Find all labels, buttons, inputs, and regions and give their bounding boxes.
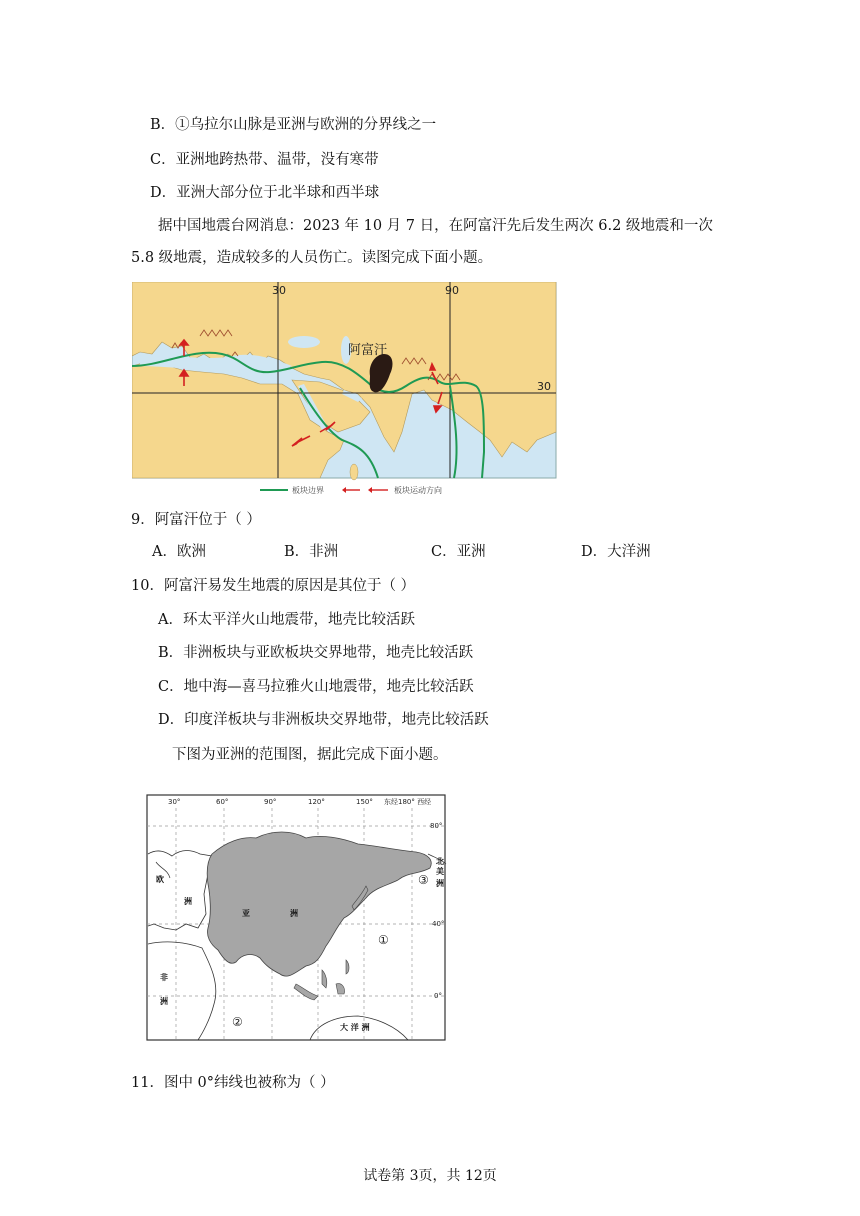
- lon-label-90: 90°: [264, 798, 277, 806]
- q9-option-d: D．大洋洲: [581, 544, 651, 560]
- asia-map: [146, 794, 448, 1048]
- mark-3: ③: [418, 873, 429, 887]
- na-label-2: 美: [436, 867, 444, 876]
- lat-label-0: 0°: [434, 992, 442, 1000]
- page-footer: 试卷第 3页，共 12页: [363, 1168, 497, 1184]
- q9-option-b: B．非洲: [284, 544, 339, 560]
- plate-map: [132, 282, 558, 502]
- q10-option-b: B．非洲板块与亚欧板块交界地带，地壳比较活跃: [158, 645, 474, 661]
- passage-1-line-2: 5.8 级地震，造成较多的人员伤亡。读图完成下面小题。: [131, 250, 493, 266]
- mark-1: ①: [378, 933, 389, 947]
- top-right-label: 东经180° 西经: [384, 798, 432, 806]
- passage-2: 下图为亚洲的范围图，据此完成下面小题。: [172, 747, 448, 763]
- passage-1-line-1: 据中国地震台网消息：2023 年 10 月 7 日，在阿富汗先后发生两次 6.2 级地震和一次: [158, 218, 713, 234]
- q9-option-c: C．亚洲: [431, 544, 486, 560]
- europe-label-1: 欧: [156, 875, 164, 884]
- lon-label-150: 150°: [356, 798, 373, 806]
- label-lon-30: 30: [272, 284, 286, 297]
- lon-label-120: 120°: [308, 798, 325, 806]
- q9-stem: 9．阿富汗位于（ ）: [131, 512, 261, 528]
- label-lon-90: 90: [445, 284, 459, 297]
- lon-label-30: 30°: [168, 798, 181, 806]
- q8-option-c: C．亚洲地跨热带、温带，没有寒带: [150, 152, 379, 168]
- q10-option-d: D．印度洋板块与非洲板块交界地带，地壳比较活跃: [158, 712, 489, 728]
- asia-label-1: 亚: [242, 909, 250, 918]
- europe-label-2: 洲: [184, 897, 192, 906]
- mark-2: ②: [232, 1015, 243, 1029]
- q11-stem: 11．图中 0°纬线也被称为（ ）: [131, 1075, 335, 1091]
- oceania-label: 大 洋 洲: [340, 1023, 370, 1032]
- q8-option-b: B．①乌拉尔山脉是亚洲与欧洲的分界线之一: [150, 117, 437, 133]
- na-label-3: 洲: [436, 879, 444, 888]
- q10-option-c: C．地中海—喜马拉雅火山地震带，地壳比较活跃: [158, 679, 474, 695]
- q9-option-a: A．欧洲: [152, 544, 206, 560]
- na-label-1: 北: [436, 857, 444, 866]
- black-sea: [288, 336, 320, 348]
- lat-label-80: 80°: [430, 822, 443, 830]
- legend-boundary: 板块边界: [292, 486, 324, 495]
- legend-motion: 板块运动方向: [394, 486, 442, 495]
- label-lat-30: 30: [537, 380, 551, 393]
- lon-label-60: 60°: [216, 798, 229, 806]
- afghanistan-label: 阿富汗: [348, 343, 388, 358]
- africa-label-1: 非: [160, 973, 168, 982]
- q8-option-d: D．亚洲大部分位于北半球和西半球: [150, 185, 380, 201]
- q10-option-a: A．环太平洋火山地震带，地壳比较活跃: [158, 612, 415, 628]
- asia-label-2: 洲: [290, 909, 298, 918]
- q10-stem: 10．阿富汗易发生地震的原因是其位于（ ）: [131, 578, 416, 594]
- lat-label-40: 40°: [432, 920, 445, 928]
- africa-label-2: 洲: [160, 997, 168, 1006]
